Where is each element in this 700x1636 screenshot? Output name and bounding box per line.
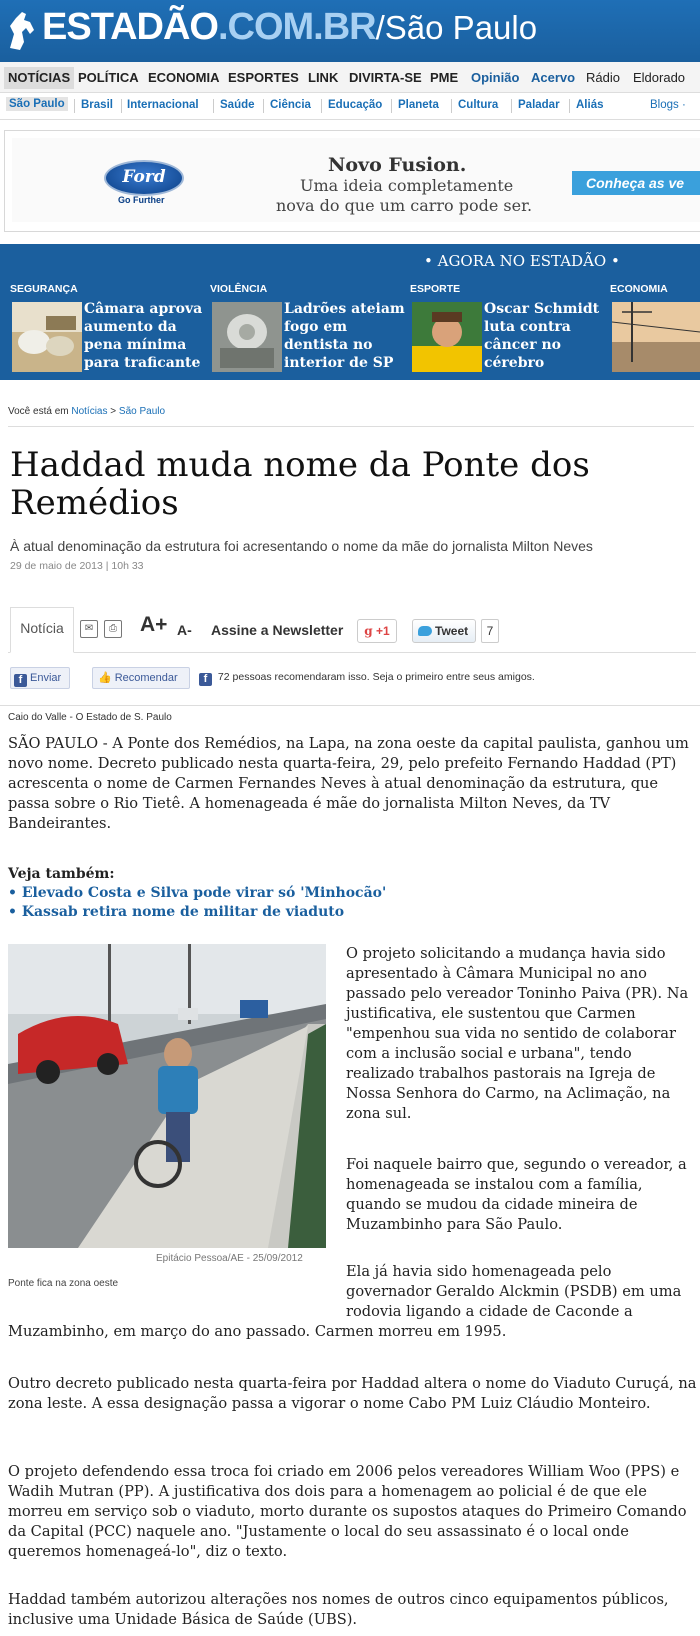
agora-thumbnail[interactable] [412, 302, 482, 372]
nav-politica[interactable]: POLÍTICA [78, 70, 139, 85]
thumbs-up-icon: 👍 [98, 672, 112, 684]
facebook-icon: f [199, 673, 212, 686]
subnav-divider [263, 99, 264, 113]
nav-radio[interactable]: Rádio [586, 70, 620, 85]
fb-send-label: Enviar [30, 672, 62, 684]
subnav-ciencia[interactable]: Ciência [270, 99, 311, 111]
subnav-divider [451, 99, 452, 113]
nav-noticias[interactable]: NOTÍCIAS [4, 67, 74, 89]
horse-logo-icon[interactable] [4, 8, 38, 54]
subnav-divider [511, 99, 512, 113]
subnav-internacional[interactable]: Internacional [127, 99, 199, 111]
tweet-label: Tweet [435, 624, 469, 638]
agora-thumbnail[interactable] [212, 302, 282, 372]
main-navigation [0, 62, 700, 93]
agora-headline[interactable]: Câmara aprova aumento da pena mínima para traficante [84, 301, 203, 371]
subnav-divider [321, 99, 322, 113]
ad-tagline: Go Further [118, 195, 165, 205]
agora-card-economia[interactable] [610, 280, 700, 374]
divider [8, 426, 694, 427]
facebook-recommend-button[interactable] [92, 667, 190, 689]
ad-line-2: nova do que um carro pode ser. [276, 196, 533, 215]
photo-credit: Epitácio Pessoa/AE - 25/09/2012 [156, 1253, 303, 1264]
toolbar-divider [8, 652, 696, 653]
article-subtitle: À atual denominação da estrutura foi acresentando o nome da mãe do jornalista Milton Neves [10, 538, 593, 554]
subnav-divider [74, 99, 75, 113]
subnav-paladar[interactable]: Paladar [518, 99, 560, 111]
agora-category: ECONOMIA [610, 283, 668, 295]
facebook-send-button[interactable] [10, 667, 70, 689]
fb-recommend-count-text: 72 pessoas recomendaram isso. Seja o primeiro entre seus amigos. [217, 671, 535, 683]
facebook-icon: f [14, 674, 27, 687]
logo-section-text: /São Paulo [375, 9, 538, 46]
subnav-blogs[interactable]: Blogs · [650, 99, 686, 111]
font-decrease-button[interactable]: A- [177, 622, 192, 638]
nav-esportes[interactable]: ESPORTES [228, 70, 299, 85]
agora-category: VIOLÊNCIA [210, 283, 268, 295]
subnav-brasil[interactable]: Brasil [81, 99, 113, 111]
email-icon[interactable]: ✉ [80, 620, 98, 638]
nav-acervo[interactable]: Acervo [531, 70, 576, 85]
tweet-count: 7 [481, 619, 499, 643]
agora-thumbnail[interactable] [12, 302, 82, 372]
site-logo[interactable] [42, 6, 537, 49]
twitter-bird-icon [418, 626, 432, 636]
subnav-divider [569, 99, 570, 113]
paragraph-7: Haddad também autorizou alterações nos nomes de outros cinco equipamentos públicos, inclusive uma Unidade Básica de Saúde (UBS). [8, 1591, 669, 1628]
google-plus-button[interactable] [357, 619, 397, 643]
agora-card-violencia[interactable] [210, 280, 406, 374]
photo-caption: Ponte fica na zona oeste [8, 1278, 119, 1289]
logo-domain-text: .COM.BR [217, 6, 376, 48]
breadcrumb-noticias[interactable]: Notícias [71, 406, 108, 417]
subnav-cultura[interactable]: Cultura [458, 99, 499, 111]
breadcrumb [8, 406, 165, 417]
print-icon[interactable]: ⎙ [104, 620, 122, 638]
paragraph-6: O projeto defendendo essa troca foi criado em 2006 pelos vereadores William Woo (PPS) e Wadih Mutran (PP). A justificativa dos dois para a homenagem ao policial é de que ele morreu em serviço sob o viaduto, morto durante os supostos ataques do Primeiro Comando da Capital (PCC) naquele ano. "Justamente o local do seu assassinato é o local onde queremos homenageá-lo", diz o texto. [8, 1463, 687, 1560]
subnav-divider [391, 99, 392, 113]
gplus-label: +1 [376, 624, 390, 638]
ad-cta-button[interactable]: Conheça as ve [572, 171, 700, 195]
tweet-button[interactable] [412, 619, 476, 643]
ford-logo-icon[interactable] [104, 160, 184, 196]
paragraph-4-end: Muzambinho, em março do ano passado. Carmen morreu em 1995. [8, 1323, 507, 1340]
fb-recommend-label: Recomendar [114, 672, 178, 684]
agora-category: ESPORTE [410, 283, 461, 295]
see-also-link[interactable]: • Elevado Costa e Silva pode virar só 'Minhocão' [8, 885, 387, 901]
agora-headline[interactable]: Oscar Schmidt luta contra câncer no cérebro [484, 301, 600, 371]
tab-noticia[interactable]: Notícia [10, 607, 74, 653]
breadcrumb-sao-paulo[interactable]: São Paulo [118, 406, 166, 417]
paragraph-2: O projeto solicitando a mudança havia sido apresentado à Câmara Municipal no ano passado pelo vereador Toninho Paiva (PR). Na justificativa, ele sustentou que Carmen "empenhou sua vida no sentido de colaborar com a inclusão social e urbana", tendo realizado trabalhos pastorais na Igreja de Nossa Senhora do Carmo, na Aclimação, na zona sul. [346, 945, 689, 1122]
google-plus-icon: g [364, 624, 373, 638]
subnav-saude[interactable]: Saúde [220, 99, 255, 111]
see-also-link[interactable]: • Kassab retira nome de militar de viaduto [8, 904, 345, 920]
agora-headline[interactable]: Ladrões ateiam fogo em dentista no interior de SP [284, 301, 405, 371]
paragraph-3: Foi naquele bairro que, segundo o vereador, a homenageada se instalou com a família, quando se mudou da cidade mineira de Muzambinho para São Paulo. [346, 1156, 687, 1233]
article-date: 29 de maio de 2013 | 10h 33 [10, 560, 144, 572]
nav-divirta-se[interactable]: DIVIRTA-SE [349, 70, 422, 85]
nav-opiniao[interactable]: Opinião [471, 70, 520, 85]
article-photo[interactable] [8, 944, 326, 1248]
nav-eldorado[interactable]: Eldorado [633, 70, 686, 85]
agora-card-esporte[interactable] [410, 280, 606, 374]
article-title: Haddad muda nome da Ponte dos Remédios [10, 445, 590, 523]
subnav-divider [121, 99, 122, 113]
font-increase-button[interactable]: A+ [140, 613, 168, 636]
facebook-social-text [196, 671, 535, 686]
newsletter-link[interactable]: Assine a Newsletter [211, 622, 344, 638]
paragraph-4-start: Ela já havia sido homenageada pelo governador Geraldo Alckmin (PSDB) em uma rodovia ligando a cidade de Caconde a [346, 1263, 682, 1320]
see-also-heading: Veja também: [8, 866, 115, 882]
ford-logo-text: Ford [122, 167, 166, 187]
nav-link[interactable]: LINK [308, 70, 339, 85]
agora-thumbnail[interactable] [612, 302, 700, 372]
subnav-divider [213, 99, 214, 113]
author-credit: Caio do Valle - O Estado de S. Paulo [8, 712, 172, 723]
subnav-planeta[interactable]: Planeta [398, 99, 439, 111]
agora-card-seguranca[interactable] [10, 280, 206, 374]
paragraph-1: SÃO PAULO - A Ponte dos Remédios, na Lapa, na zona oeste da capital paulista, ganhou um novo nome. Decreto publicado nesta quarta-feira, 29, pelo prefeito Fernando Haddad (PT) acrescenta o nome de Carmen Fernandes Neves à atual denominação da estrutura, que passa sobre o Rio Tietê. A homenageada é mãe do jornalista Milton Neves, da TV Bandeirantes. [8, 735, 689, 832]
breadcrumb-separator: > [110, 406, 117, 417]
subnav-alias[interactable]: Aliás [576, 99, 604, 111]
agora-category: SEGURANÇA [10, 283, 78, 295]
nav-economia[interactable]: ECONOMIA [148, 70, 220, 85]
ad-line-1: Uma ideia completamente [300, 176, 514, 195]
subnav-educacao[interactable]: Educação [328, 99, 383, 111]
paragraph-5: Outro decreto publicado nesta quarta-feira por Haddad altera o nome do Viaduto Curuçá, na zona leste. A essa designação passa a vigorar o nome Cabo PM Luiz Cláudio Monteiro. [8, 1375, 697, 1412]
ad-headline: Novo Fusion. [328, 154, 467, 176]
sub-navigation [0, 93, 700, 120]
nav-pme[interactable]: PME [430, 70, 459, 85]
divider [0, 705, 700, 706]
agora-title: • AGORA NO ESTADÃO • [424, 252, 620, 270]
breadcrumb-prefix: Você está em [8, 406, 69, 417]
logo-main-text: ESTADÃO [42, 6, 218, 48]
subnav-sao-paulo[interactable]: São Paulo [6, 97, 68, 111]
